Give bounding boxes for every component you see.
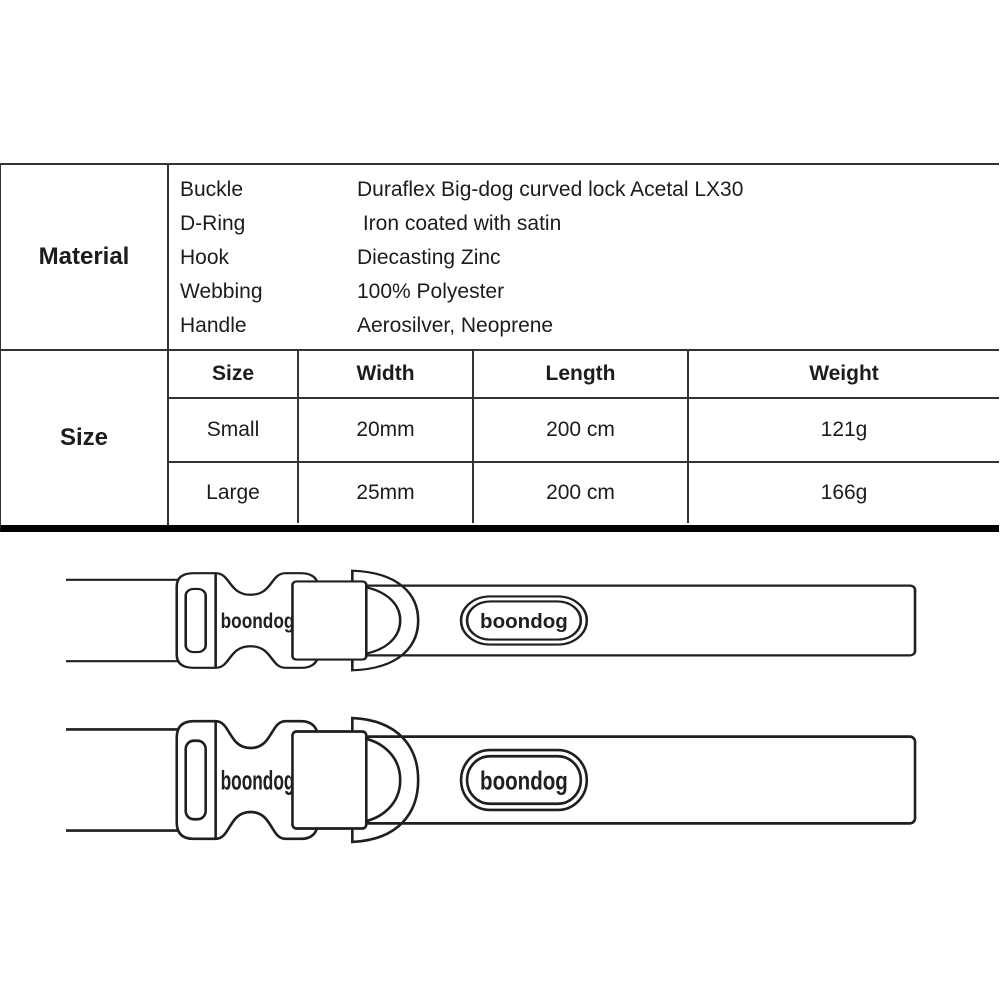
size-section: [1, 351, 999, 525]
material-section: [1, 165, 999, 351]
width-col-header: Width: [297, 351, 472, 397]
small-collar-drawing: [64, 569, 922, 672]
webbing-slot: [186, 741, 206, 819]
buckle-brand-text: boondog: [220, 608, 295, 634]
weight-value-large: 166g: [687, 461, 999, 523]
buckle-brand-text: boondog: [220, 764, 295, 796]
weight-col-header: Weight: [687, 351, 999, 397]
material-item-webbing: [180, 275, 999, 309]
wide-strap: [362, 586, 915, 656]
material-key: Handle: [180, 314, 247, 337]
length-col-header: Length: [472, 351, 687, 397]
buckle-male-insert: [292, 731, 366, 828]
material-key: Buckle: [180, 178, 244, 201]
size-table: [169, 351, 999, 525]
thin-strap: [66, 580, 185, 661]
material-item-dring: [180, 207, 999, 241]
spec-table: [0, 163, 999, 532]
material-key: Webbing: [180, 280, 263, 303]
material-value: Diecasting Zinc: [357, 246, 501, 269]
material-value: Duraflex Big-dog curved lock Acetal LX30: [357, 178, 744, 201]
large-collar-drawing: [64, 716, 922, 844]
material-key: Hook: [180, 246, 230, 269]
collar-line-art: [66, 718, 915, 842]
width-value-large: 25mm: [297, 461, 472, 523]
collar-line-art: [66, 571, 915, 671]
buckle-male-insert: [292, 581, 366, 659]
thin-strap: [66, 729, 185, 830]
patch-brand-text: boondog: [480, 766, 568, 796]
material-value: 100% Polyester: [357, 280, 505, 303]
wide-strap: [362, 737, 915, 824]
size-col-header: Size: [211, 362, 255, 385]
collar-svg: [64, 716, 922, 844]
material-item-handle: [180, 309, 999, 343]
material-item-hook: [180, 241, 999, 275]
width-value-small: 20mm: [297, 397, 472, 461]
material-list: [169, 165, 999, 349]
collar-svg: [64, 569, 922, 672]
size-value-small: Small: [169, 397, 297, 461]
material-section-label: Material: [1, 165, 169, 349]
size-value-large: Large: [169, 461, 297, 523]
length-value-large: 200 cm: [472, 461, 687, 523]
patch-brand-text: boondog: [480, 608, 568, 633]
material-item-buckle: [180, 173, 999, 207]
material-value: Aerosilver, Neoprene: [357, 314, 554, 337]
material-value: Iron coated with satin: [357, 212, 562, 235]
size-section-label: Size: [1, 351, 169, 525]
material-key: D-Ring: [180, 212, 246, 235]
weight-value-small: 121g: [687, 397, 999, 461]
webbing-slot: [186, 589, 206, 652]
length-value-small: 200 cm: [472, 397, 687, 461]
